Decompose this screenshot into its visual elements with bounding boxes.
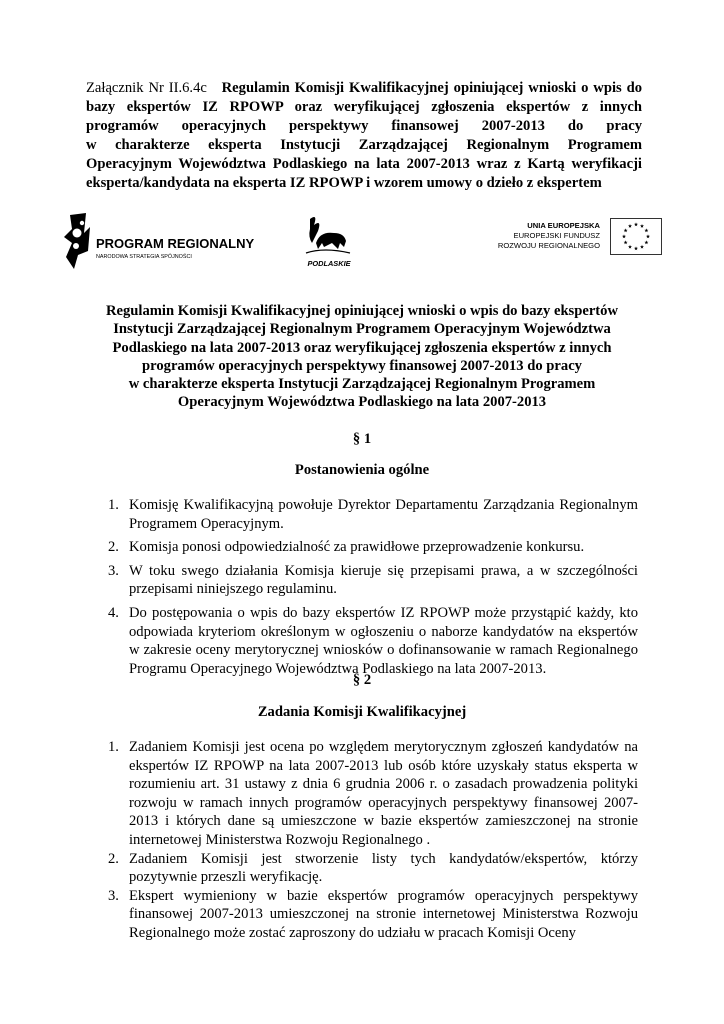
- annex-title-line: Regulamin Komisji Kwalifikacyjnej opiniującej wnioski o wpis do: [221, 80, 643, 96]
- annex-number: Załącznik Nr II.6.4c: [86, 80, 207, 96]
- list-item-text: Ekspert wymieniony w bazie ekspertów programów operacyjnych perspektywy finansowej 2007-2013 umieszczonej na stronie internetowej Ministerstwa Rozwoju Regionalnego może zostać zaproszony do udziału w pracach Komisji Oceny: [129, 887, 638, 941]
- eu-fund-text: [456, 221, 600, 251]
- list-item-number: 2.: [108, 850, 119, 867]
- program-regionalny-subtitle: NARODOWA STRATEGIA SPÓJNOŚCI: [96, 254, 192, 260]
- list-item: [108, 887, 638, 943]
- podlaskie-label: PODLASKIE: [307, 259, 351, 268]
- list-item: [108, 604, 638, 678]
- eu-fund-label: EUROPEJSKI FUNDUSZ: [513, 231, 600, 240]
- section-1-list: [108, 496, 638, 678]
- list-item-text: Komisję Kwalifikacyjną powołuje Dyrektor Departamentu Zarządzania Regionalnym Programem Operacyjnym.: [129, 497, 638, 532]
- program-regionalny-logo: [64, 213, 255, 269]
- document-title-line: Instytucji Zarządzającej Regionalnym Programem Operacyjnym Województwa: [113, 321, 611, 338]
- list-item-text: Zadaniem Komisji jest stworzenie listy tych kandydatów/ekspertów, którzy pozytywnie przeszli weryfikację.: [129, 850, 638, 886]
- list-item: [108, 562, 638, 599]
- annex-title-line: bazy ekspertów IZ RPOWP oraz weryfikującej zgłoszenia ekspertów z innych: [86, 99, 642, 115]
- list-item: [108, 850, 638, 887]
- list-item-number: 3.: [108, 562, 119, 579]
- annex-title-line: programów operacyjnych perspektywy finansowej 2007-2013 do pracy: [86, 118, 642, 134]
- list-item-number: 2.: [108, 539, 119, 556]
- podlaskie-logo: [304, 213, 354, 271]
- section-symbol-2: § 2: [352, 672, 372, 688]
- document-title-line: w charakterze eksperta Instytucji Zarządzającej Regionalnym Programem: [128, 376, 596, 393]
- section-symbol-1: § 1: [352, 431, 372, 447]
- list-item: [108, 738, 638, 850]
- eu-flag-icon: [610, 218, 662, 255]
- logos-strip: [0, 205, 724, 275]
- program-regionalny-emblem: [64, 213, 90, 269]
- list-item-number: 1.: [108, 739, 119, 755]
- section-2-list: [108, 738, 638, 943]
- annex-title-line: Operacyjnym Województwa Podlaskiego na lata 2007-2013 wraz z Kartą weryfikacji: [86, 156, 642, 172]
- list-item: [108, 496, 638, 533]
- list-item-number: 1.: [108, 497, 119, 513]
- list-item-text: Zadaniem Komisji jest ocena po względem merytorycznym zgłoszeń kandydatów na ekspertów IZ RPOWP na lata 2007-2013 lub osób które uzyskały status eksperta w rozumieniu art. 31 ustawy z dnia 6 grudnia 2006 r. o zasadach prowadzenia polityki rozwoju w ramach innych programów operacyjnych perspektywy finansowej 2007-2013 i których dane są umieszczone w bazie ekspertów zamieszczonej na stronie internetowej Ministerstwa Rozwoju Regionalnego .: [129, 739, 638, 848]
- eu-regional-label: ROZWOJU REGIONALNEGO: [497, 241, 600, 250]
- section-heading-2: Zadania Komisji Kwalifikacyjnej: [257, 704, 467, 720]
- document-title-line: Podlaskiego na lata 2007-2013 oraz weryfikującej zgłoszenia ekspertów z innych: [112, 339, 612, 356]
- list-item-number: 3.: [108, 887, 119, 904]
- annex-header-line-1: [86, 79, 642, 98]
- document-title-line: Regulamin Komisji Kwalifikacyjnej opiniującej wnioski o wpis do bazy ekspertów: [105, 303, 619, 319]
- list-item: [108, 538, 638, 557]
- annex-title-line: eksperta/kandydata na eksperta IZ RPOWP i wzorem umowy o dzieło z ekspertem: [86, 175, 602, 191]
- list-item-text: Komisja ponosi odpowiedzialność za prawidłowe przeprowadzenie konkursu.: [129, 539, 585, 556]
- document-title-line: Operacyjnym Województwa Podlaskiego na lata 2007-2013: [177, 394, 547, 411]
- list-item-number: 4.: [108, 604, 119, 621]
- document-title-line: programów operacyjnych perspektywy finansowej 2007-2013 do pracy: [142, 357, 582, 374]
- annex-header: [86, 79, 642, 193]
- section-heading-1: Postanowienia ogólne: [294, 462, 430, 478]
- annex-title-line: w charakterze eksperta Instytucji Zarządzającej Regionalnym Programem: [86, 137, 642, 153]
- bison-emblem: [306, 217, 350, 253]
- document-title: [100, 302, 624, 412]
- eu-union-label: UNIA EUROPEJSKA: [527, 221, 600, 230]
- list-item-text: Do postępowania o wpis do bazy ekspertów IZ RPOWP może przystąpić każdy, kto odpowiada kryteriom określonym w ogłoszeniu o naborze kandydatów na ekspertów w zakresie oceny merytorycznej wniosków o dofinansowanie w ramach Regionalnego Programu Operacyjnego Województwa Podlaskiego na lata 2007-2013.: [129, 604, 638, 677]
- program-regionalny-title: PROGRAM REGIONALNY: [96, 236, 255, 251]
- list-item-text: W toku swego działania Komisja kieruje się przepisami prawa, a w szczególności przepisami niniejszego regulaminu.: [129, 562, 638, 598]
